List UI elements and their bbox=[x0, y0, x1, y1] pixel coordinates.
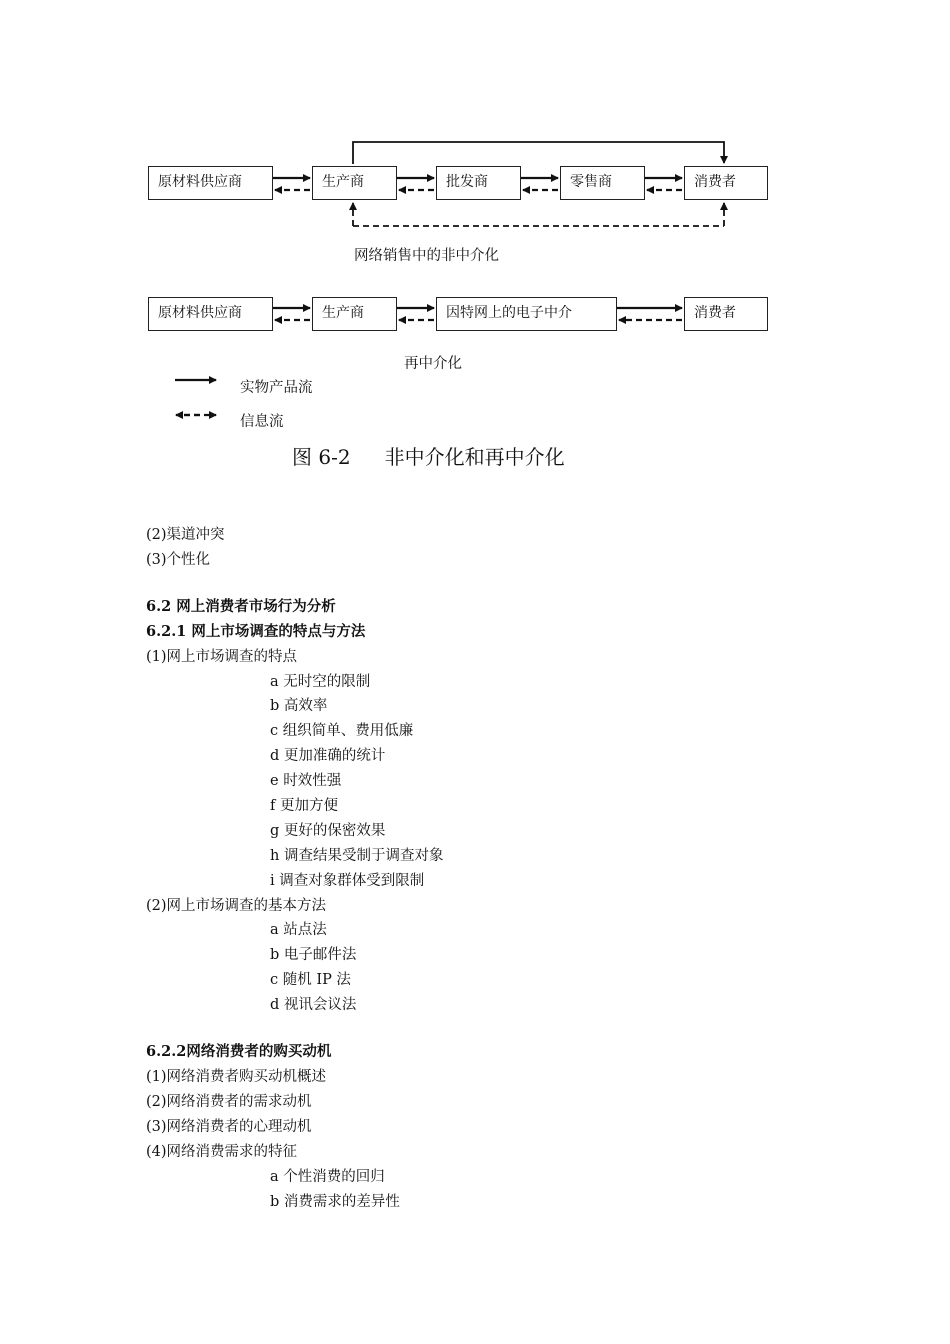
figure-arrows bbox=[0, 0, 950, 480]
sub-list-item: i 调查对象群体受到限制 bbox=[270, 873, 425, 889]
subsection-heading: 6.2.2网络消费者的购买动机 bbox=[146, 1043, 332, 1060]
list-item: (1)网上市场调查的特点 bbox=[146, 649, 298, 665]
box-producer-2: 生产商 bbox=[312, 297, 397, 331]
box-supplier-2: 原材料供应商 bbox=[148, 297, 273, 331]
list-item: (3)个性化 bbox=[146, 552, 211, 568]
list-item: (4)网络消费需求的特征 bbox=[146, 1144, 298, 1160]
sub-list-item: c 组织简单、费用低廉 bbox=[270, 723, 414, 739]
caption-disintermediation: 网络销售中的非中介化 bbox=[354, 248, 499, 264]
section-heading: 6.2 网上消费者市场行为分析 bbox=[146, 598, 336, 615]
box-supplier: 原材料供应商 bbox=[148, 166, 273, 200]
list-item: (1)网络消费者购买动机概述 bbox=[146, 1069, 327, 1085]
box-intermediary: 因特网上的电子中介 bbox=[436, 297, 617, 331]
legend-physical-label: 实物产品流 bbox=[240, 380, 313, 396]
sub-list-item: b 消费需求的差异性 bbox=[270, 1194, 400, 1210]
figure-number: 图 6-2 bbox=[292, 445, 351, 469]
box-consumer-2: 消费者 bbox=[684, 297, 768, 331]
sub-list-item: h 调查结果受制于调查对象 bbox=[270, 848, 444, 864]
sub-list-item: b 电子邮件法 bbox=[270, 947, 357, 963]
sub-list-item: g 更好的保密效果 bbox=[270, 823, 386, 839]
list-item: (2)网络消费者的需求动机 bbox=[146, 1094, 312, 1110]
figure-title bbox=[292, 441, 565, 470]
sub-list-item: a 无时空的限制 bbox=[270, 674, 371, 690]
list-item: (3)网络消费者的心理动机 bbox=[146, 1119, 312, 1135]
legend-info-label: 信息流 bbox=[240, 414, 284, 430]
sub-list-item: e 时效性强 bbox=[270, 773, 342, 789]
sub-list-item: f 更加方便 bbox=[270, 798, 338, 814]
caption-reintermediation: 再中介化 bbox=[404, 356, 462, 372]
box-consumer: 消费者 bbox=[684, 166, 768, 200]
figure-title-text: 非中介化和再中介化 bbox=[384, 445, 565, 469]
sub-list-item: c 随机 IP 法 bbox=[270, 972, 351, 988]
box-wholesaler: 批发商 bbox=[436, 166, 521, 200]
list-item: (2)渠道冲突 bbox=[146, 527, 225, 543]
sub-list-item: d 视讯会议法 bbox=[270, 997, 357, 1013]
subsection-heading: 6.2.1 网上市场调查的特点与方法 bbox=[146, 623, 366, 640]
sub-list-item: d 更加准确的统计 bbox=[270, 748, 386, 764]
box-retailer: 零售商 bbox=[560, 166, 645, 200]
box-producer: 生产商 bbox=[312, 166, 397, 200]
sub-list-item: b 高效率 bbox=[270, 698, 328, 714]
sub-list-item: a 个性消费的回归 bbox=[270, 1169, 385, 1185]
sub-list-item: a 站点法 bbox=[270, 922, 327, 938]
list-item: (2)网上市场调查的基本方法 bbox=[146, 898, 327, 914]
